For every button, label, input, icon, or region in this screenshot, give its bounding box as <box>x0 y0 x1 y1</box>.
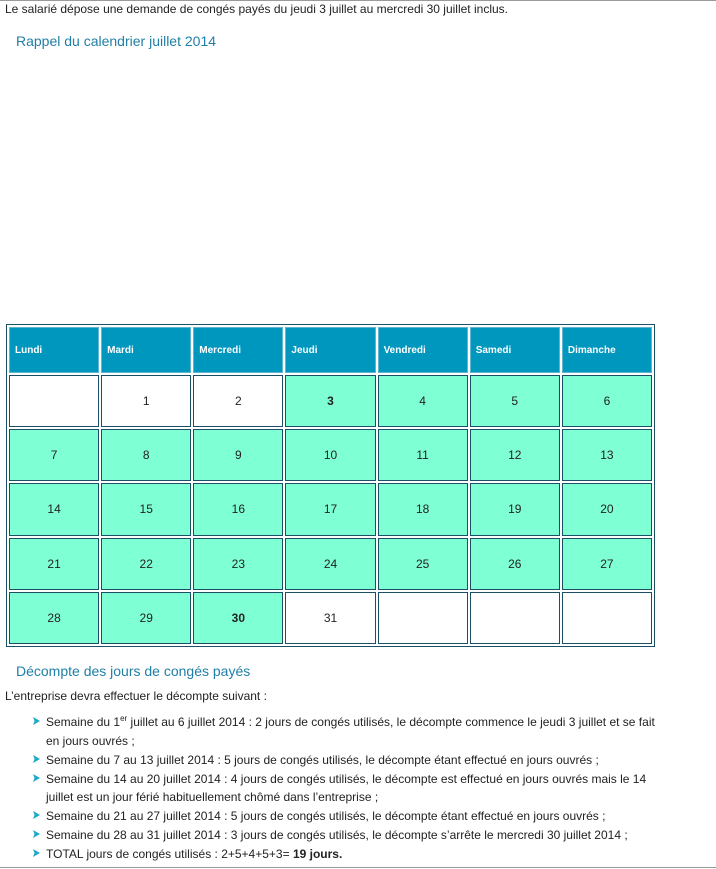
arrow-bullet-icon <box>32 810 42 820</box>
calendar-day-cell: 2 <box>193 375 283 427</box>
intro-text: Le salarié dépose une demande de congés payés du jeudi 3 juillet au mercredi 30 juillet inclus. <box>5 2 508 16</box>
calendar-day-cell: 1 <box>101 375 191 427</box>
arrow-bullet-icon <box>32 773 42 783</box>
day-header: Mercredi <box>193 327 283 373</box>
calendar-day-cell: 16 <box>193 483 283 535</box>
list-item <box>32 807 657 826</box>
list-item <box>32 826 657 845</box>
calendar-week-row <box>9 483 652 535</box>
calendar-day-cell: 20 <box>562 483 652 535</box>
calendar-week-row <box>9 592 652 644</box>
day-header: Mardi <box>101 327 191 373</box>
calendar-day-cell: 27 <box>562 538 652 590</box>
calendar-day-cell: 13 <box>562 429 652 481</box>
calendar-day-cell: 15 <box>101 483 191 535</box>
calendar-day-cell: 12 <box>470 429 560 481</box>
calendar-day-cell: 29 <box>101 592 191 644</box>
day-header: Dimanche <box>562 327 652 373</box>
calendar-day-cell: 14 <box>9 483 99 535</box>
calendar-day-cell: 26 <box>470 538 560 590</box>
list-item <box>32 770 657 807</box>
calendar-day-cell: 24 <box>285 538 375 590</box>
calendar-day-cell <box>470 592 560 644</box>
day-header: Samedi <box>470 327 560 373</box>
arrow-bullet-icon <box>32 754 42 764</box>
item-text: Semaine du 7 au 13 juillet 2014 : 5 jours de congés utilisés, le décompte étant effectué en jours ouvrés ; <box>46 752 599 767</box>
arrow-bullet-icon <box>32 716 42 726</box>
calendar-day-cell: 11 <box>378 429 468 481</box>
calendar-day-cell: 21 <box>9 538 99 590</box>
calendar-day-cell: 9 <box>193 429 283 481</box>
top-border <box>0 0 716 1</box>
calendar-day-cell: 7 <box>9 429 99 481</box>
calendar-day-cell-leave-start: 3 <box>285 375 375 427</box>
calendar-day-cell: 28 <box>9 592 99 644</box>
calendar-day-cell: 25 <box>378 538 468 590</box>
item-text: Semaine du 21 au 27 juillet 2014 : 5 jours de congés utilisés, le décompte étant effectué en jours ouvrés ; <box>46 809 606 823</box>
calendar-day-cell <box>562 592 652 644</box>
item-text: juillet au 6 juillet 2014 : 2 jours de congés utilisés, le décompte commence le jeudi 3 juillet et se fait en jours ouvrés ; <box>46 715 655 748</box>
calendar-day-cell: 31 <box>285 592 375 644</box>
calendar-week-row <box>9 375 652 427</box>
day-header: Vendredi <box>378 327 468 373</box>
list-item <box>32 713 657 750</box>
calendar-day-cell: 4 <box>378 375 468 427</box>
calendar-day-cell: 18 <box>378 483 468 535</box>
calendar-week-row <box>9 429 652 481</box>
item-text: Semaine du 28 au 31 juillet 2014 : 3 jours de congés utilisés, le décompte s’arrête le mercredi 30 juillet 2014 ; <box>46 828 628 842</box>
calendar-day-cell: 8 <box>101 429 191 481</box>
arrow-bullet-icon <box>32 829 42 839</box>
bottom-border <box>0 867 716 868</box>
item-text: TOTAL jours de congés utilisés : 2+5+4+5+3= <box>46 847 293 861</box>
item-superscript: er <box>120 714 128 723</box>
list-item <box>32 845 657 864</box>
calendar-day-cell-leave-end: 30 <box>193 592 283 644</box>
calendar-day-cell: 6 <box>562 375 652 427</box>
total-value: 19 jours. <box>292 847 343 861</box>
calendar-heading: Rappel du calendrier juillet 2014 <box>16 33 217 49</box>
day-header: Jeudi <box>285 327 375 373</box>
calendar-day-cell: 17 <box>285 483 375 535</box>
calendar-week-row <box>9 538 652 590</box>
calendar-day-cell: 23 <box>193 538 283 590</box>
count-lead-text: L’entreprise devra effectuer le décompte suivant : <box>5 689 267 703</box>
item-text: Semaine du 1 <box>46 715 121 729</box>
count-list <box>32 713 657 864</box>
item-text: Semaine du 14 au 20 juillet 2014 : 4 jours de congés utilisés, le décompte est effectué en jours ouvrés mais le 14 juillet est un jour férié habituellement chômé dans l’entreprise ; <box>46 771 647 804</box>
calendar-day-cell <box>378 592 468 644</box>
arrow-bullet-icon <box>32 848 42 858</box>
calendar-day-cell: 22 <box>101 538 191 590</box>
calendar-day-cell: 5 <box>470 375 560 427</box>
calendar-table <box>6 324 655 647</box>
count-heading: Décompte des jours de congés payés <box>16 663 251 679</box>
day-header: Lundi <box>9 327 99 373</box>
calendar-header-row <box>9 327 652 373</box>
calendar-day-cell: 10 <box>285 429 375 481</box>
calendar-day-cell: 19 <box>470 483 560 535</box>
calendar-day-cell <box>9 375 99 427</box>
list-item <box>32 751 657 770</box>
